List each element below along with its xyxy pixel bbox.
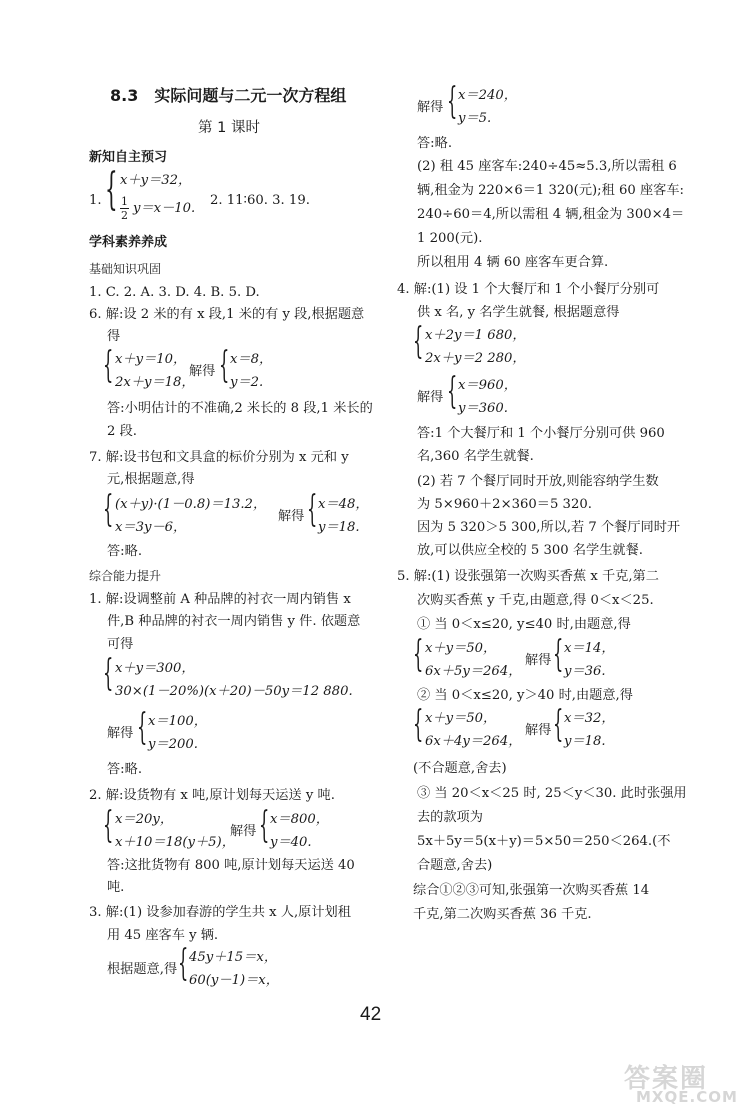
p2-answer2: 吨. bbox=[107, 880, 125, 895]
q7-line1: 7. 解:设书包和文具盒的标价分别为 x 元和 y bbox=[89, 450, 349, 465]
mc-answers: 1. C. 2. A. 3. D. 4. B. 5. D. bbox=[89, 285, 260, 300]
p5-case1-brace: { bbox=[413, 634, 424, 675]
q7-sol2: y＝18. bbox=[318, 520, 360, 535]
p5-case2: ② 当 0＜x≤20, y＞40 时,由题意,得 bbox=[417, 688, 633, 703]
q1-number: 1. bbox=[89, 193, 102, 208]
p4-eq2: 2x＋y＝2 280， bbox=[425, 351, 526, 366]
q7-line2: 元,根据题意,得 bbox=[107, 472, 195, 487]
p5-case2-eq1: x＋y＝50， bbox=[425, 711, 497, 726]
p1-solution-brace: { bbox=[137, 707, 148, 748]
p3c-sol1: x＝240， bbox=[458, 88, 517, 103]
p1-answer: 答:略. bbox=[107, 762, 143, 777]
p3-brace: { bbox=[178, 943, 189, 984]
p2-eq2: x＋10＝18(y＋5)， bbox=[115, 835, 235, 850]
p5-case2-brace: { bbox=[413, 704, 424, 745]
p3-pre: 根据题意,得 bbox=[107, 962, 178, 977]
q6-eq2: 2x＋y＝18， bbox=[115, 375, 195, 390]
q7-solve-label: 解得 bbox=[278, 509, 305, 524]
heading-comprehensive: 综合能力提升 bbox=[89, 569, 162, 583]
p3c-line4: 1 200(元). bbox=[417, 231, 483, 246]
p5-case3-line2: 去的款项为 bbox=[417, 810, 483, 825]
p1-eq2: 30×(1－20%)(x＋20)－50y＝12 880. bbox=[115, 684, 353, 699]
p1-line2: 件,B 种品牌的衬衣一周内销售 y 件. 依题意 bbox=[107, 614, 361, 629]
q6-answer2: 2 段. bbox=[107, 424, 137, 439]
p5-case1-solution-brace: { bbox=[553, 634, 564, 675]
q7-eq1: (x＋y)·(1－0.8)＝13.2， bbox=[115, 497, 267, 512]
p3-eq1: 45y＋15＝x， bbox=[189, 950, 278, 965]
watermark-cn: 答案圈 bbox=[624, 1064, 709, 1094]
p1-brace: { bbox=[103, 653, 114, 694]
p1-sol1: x＝100， bbox=[148, 714, 207, 729]
p5-case2-note: (不合题意,舍去) bbox=[413, 761, 507, 776]
p5-case2-solution-brace: { bbox=[553, 704, 564, 745]
p2-answer1: 答:这批货物有 800 吨,原计划每天运送 40 bbox=[107, 858, 355, 873]
p4-answer2: 名,360 名学生就餐. bbox=[417, 449, 534, 464]
q7-sol1: x＝48， bbox=[318, 497, 369, 512]
p2-line1: 2. 解:设货物有 x 吨,原计划每天运送 y 吨. bbox=[89, 788, 335, 803]
q1-tail: 2. 11∶60. 3. 19. bbox=[210, 193, 310, 208]
p5-case1-eq1: x＋y＝50， bbox=[425, 641, 497, 656]
heading-preview: 新知自主预习 bbox=[89, 150, 168, 165]
p2-solution-brace: { bbox=[259, 805, 270, 846]
q6-sol1: x＝8， bbox=[230, 352, 273, 367]
p4-answer1: 答:1 个大餐厅和 1 个小餐厅分别可供 960 bbox=[417, 426, 665, 441]
p5-line1: 5. 解:(1) 设张强第一次购买香蕉 x 千克,第二 bbox=[397, 569, 659, 584]
p2-sol2: y＝40. bbox=[270, 835, 312, 850]
p3c-line1: (2) 租 45 座客车:240÷45≈5.3,所以需租 6 bbox=[417, 159, 677, 174]
q1-eq2: y＝x－10. bbox=[133, 201, 196, 216]
p1-solve-label: 解得 bbox=[107, 726, 134, 741]
p5-case3-line3: 5x＋5y＝5(x＋y)＝5×50＝250＜264.(不 bbox=[417, 834, 671, 849]
p4-part2-line4: 放,可以供应全校的 5 300 名学生就餐. bbox=[417, 543, 643, 558]
p5-case1: ① 当 0＜x≤20, y≤40 时,由题意,得 bbox=[417, 617, 631, 632]
p3-line1: 3. 解:(1) 设参加春游的学生共 x 人,原计划租 bbox=[89, 905, 351, 920]
p1-line1: 1. 解:设调整前 A 种品牌的衬衣一周内销售 x bbox=[89, 592, 351, 607]
p5-case2-solve-label: 解得 bbox=[525, 723, 552, 738]
q6-solve-label: 解得 bbox=[189, 364, 216, 379]
p5-case1-solve-label: 解得 bbox=[525, 653, 552, 668]
heading-literacy: 学科素养养成 bbox=[89, 235, 168, 250]
p5-case1-sol1: x＝14， bbox=[564, 641, 615, 656]
p2-brace: { bbox=[103, 805, 114, 846]
p3-eq2: 60(y－1)＝x， bbox=[189, 973, 279, 988]
q6-line1: 6. 解:设 2 米的有 x 段,1 米的有 y 段,根据题意 bbox=[89, 307, 365, 322]
p5-case3-line4: 合题意,舍去) bbox=[417, 858, 493, 873]
p5-case1-sol2: y＝36. bbox=[564, 664, 606, 679]
p4-eq1: x＋2y＝1 680， bbox=[425, 328, 526, 343]
watermark-logo bbox=[618, 1058, 738, 1106]
lesson-title: 第 1 课时 bbox=[198, 120, 260, 136]
p3c-solve-label: 解得 bbox=[417, 100, 444, 115]
q1-frac-den: 2 bbox=[121, 209, 128, 222]
p4-part2-line3: 因为 5 320＞5 300,所以,若 7 个餐厅同时开 bbox=[417, 520, 681, 535]
p4-line2: 供 x 名, y 名学生就餐, 根据题意得 bbox=[417, 305, 620, 320]
p4-solve-label: 解得 bbox=[417, 390, 444, 405]
p3c-answer: 答:略. bbox=[417, 136, 453, 151]
heading-basic: 基础知识巩固 bbox=[89, 262, 162, 276]
p2-eq1: x＝20y， bbox=[115, 812, 174, 827]
p4-sol1: x＝960， bbox=[458, 378, 517, 393]
p5-case2-sol2: y＝18. bbox=[564, 734, 606, 749]
p5-case2-sol1: x＝32， bbox=[564, 711, 615, 726]
p2-sol1: x＝800， bbox=[270, 812, 329, 827]
q7-brace: { bbox=[103, 489, 114, 530]
p4-solution-brace: { bbox=[447, 371, 458, 412]
p5-conclusion1: 综合①②③可知,张强第一次购买香蕉 14 bbox=[413, 883, 650, 898]
p5-case1-eq2: 6x＋5y＝264， bbox=[425, 664, 522, 679]
q6-sol2: y＝2. bbox=[230, 375, 264, 390]
q1-frac-num: 1 bbox=[121, 195, 128, 208]
p4-part2-line1: (2) 若 7 个餐厅同时开放,则能容纳学生数 bbox=[417, 474, 659, 489]
p4-sol2: y＝360. bbox=[458, 401, 509, 416]
p1-line3: 可得 bbox=[107, 637, 134, 652]
p3c-sol2: y＝5. bbox=[458, 111, 492, 126]
q6-brace: { bbox=[103, 345, 114, 386]
p3-line2: 用 45 座客车 y 辆. bbox=[107, 928, 219, 943]
watermark-en: MXQE.COM bbox=[636, 1088, 738, 1106]
p4-brace: { bbox=[413, 321, 424, 362]
p4-line1: 4. 解:(1) 设 1 个大餐厅和 1 个小餐厅分别可 bbox=[397, 282, 660, 297]
q6-line2: 得 bbox=[107, 329, 121, 344]
q6-eq1: x＋y＝10， bbox=[115, 352, 187, 367]
p4-part2-line2: 为 5×960＋2×360＝5 320. bbox=[417, 497, 592, 512]
q6-solution-brace: { bbox=[219, 345, 230, 386]
q7-eq2: x＝3y－6， bbox=[115, 520, 187, 535]
p2-solve-label: 解得 bbox=[230, 824, 257, 839]
page-number: 42 bbox=[360, 1004, 382, 1025]
q1-brace: { bbox=[105, 164, 118, 215]
p5-conclusion2: 千克,第二次购买香蕉 36 千克. bbox=[413, 907, 592, 922]
p5-line2: 次购买香蕉 y 千克,由题意,得 0＜x＜25. bbox=[417, 593, 654, 608]
q7-solution-brace: { bbox=[307, 489, 318, 530]
q1-eq1: x＋y＝32， bbox=[120, 173, 192, 188]
p3c-line5: 所以租用 4 辆 60 座客车更合算. bbox=[417, 255, 609, 270]
p5-case3-line1: ③ 当 20＜x＜25 时, 25＜y＜30. 此时张强用 bbox=[417, 786, 687, 801]
section-title: 8.3 实际问题与二元一次方程组 bbox=[110, 86, 347, 105]
p1-eq1: x＋y＝300， bbox=[115, 661, 195, 676]
p3c-line3: 240÷60＝4,所以需租 4 辆,租金为 300×4＝ bbox=[417, 207, 685, 222]
p1-sol2: y＝200. bbox=[148, 737, 199, 752]
q7-answer: 答:略. bbox=[107, 544, 143, 559]
p3c-solution-brace: { bbox=[447, 81, 458, 122]
p3c-line2: 辆,租金为 220×6＝1 320(元);租 60 座客车: bbox=[417, 183, 684, 198]
q6-answer1: 答:小明估计的不准确,2 米长的 8 段,1 米长的 bbox=[107, 401, 373, 416]
p5-case2-eq2: 6x＋4y＝264， bbox=[425, 734, 522, 749]
